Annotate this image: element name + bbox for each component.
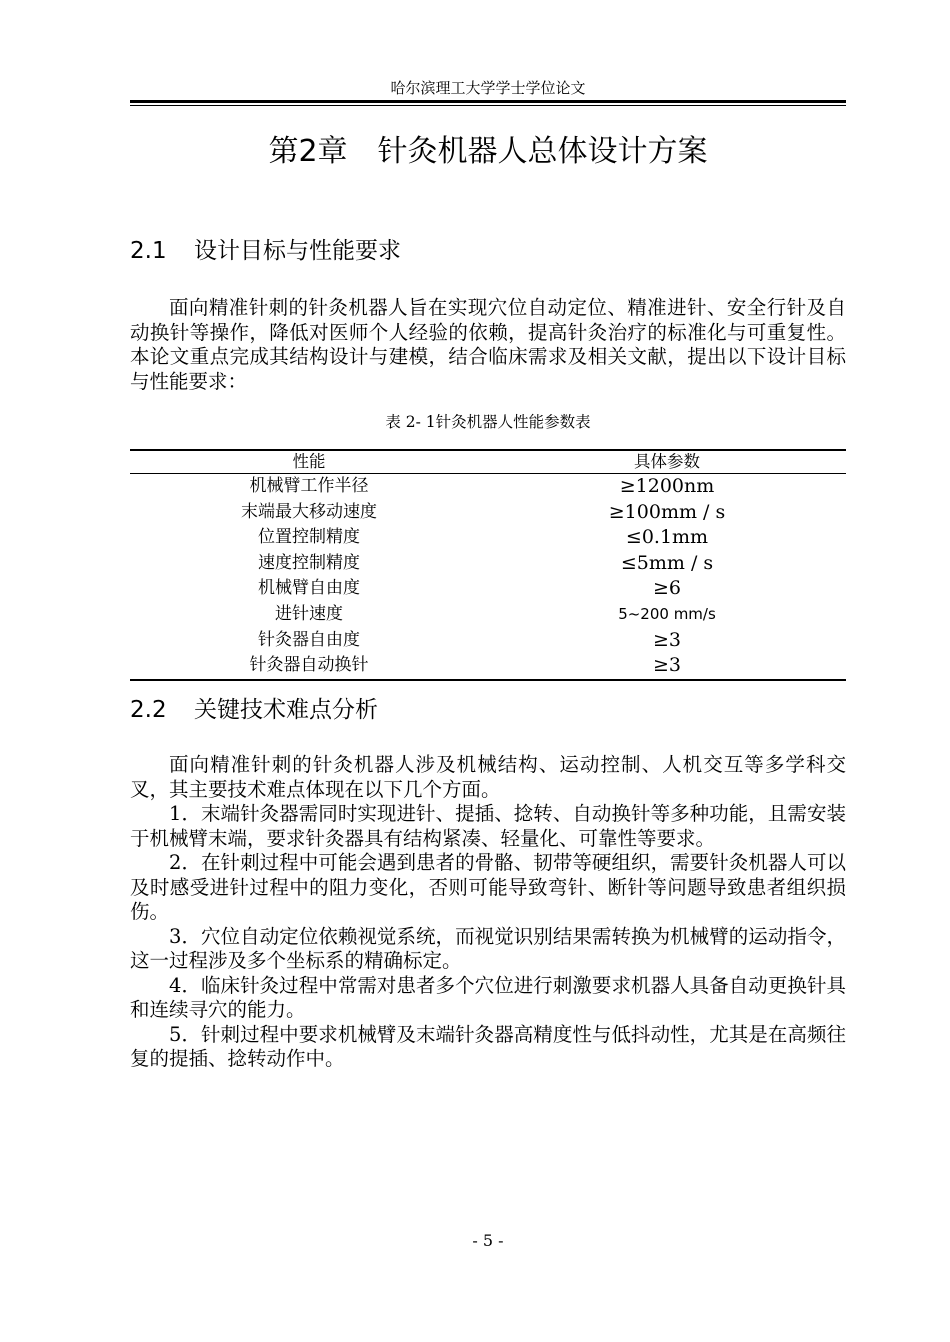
page-number: - 5 - — [472, 1231, 504, 1250]
table-row — [130, 602, 846, 628]
section-2-2-body — [130, 753, 846, 1072]
table-cell-value: ≥1200nm — [619, 475, 715, 497]
list-item-2: 2．在针刺过程中可能会遇到患者的骨骼、韧带等硬组织，需要针灸机器人可以及时感受进针过程中的阻力变化，否则可能导致弯针、断针等问题导致患者组织损伤。 — [130, 851, 846, 923]
table-cell-label: 针灸器自动换针 — [249, 655, 369, 676]
table-cell-label: 针灸器自由度 — [258, 629, 360, 650]
header-rule-thick — [130, 100, 846, 103]
table-bottom-rule — [130, 679, 846, 681]
chapter-title: 第2章 针灸机器人总体设计方案 — [268, 134, 708, 169]
paragraph: 面向精准针刺的针灸机器人旨在实现穴位自动定位、精准进针、安全行针及自动换针等操作，降低对医师个人经验的依赖，提高针灸治疗的标准化与可重复性。本论文重点完成其结构设计与建模，结合临床需求及相关文献，提出以下设计目标与性能要求： — [130, 296, 846, 393]
table-cell-value: 5~200 mm/s — [618, 604, 716, 623]
running-header: 哈尔滨理工大学学士学位论文 — [390, 79, 586, 97]
table-row — [130, 653, 846, 679]
section-heading-2-2 — [130, 693, 378, 727]
paragraph: 面向精准针刺的针灸机器人涉及机械结构、运动控制、人机交互等多学科交叉，其主要技术难点体现在以下几个方面。 — [130, 753, 846, 801]
table-cell-label: 机械臂工作半径 — [249, 476, 369, 496]
section-number: 2.2 — [130, 697, 167, 723]
table-cell-value: ≥3 — [652, 628, 681, 651]
parameter-table — [130, 449, 846, 681]
table-row — [130, 628, 846, 654]
list-item-5: 5．针刺过程中要求机械臂及末端针灸器高精度性与低抖动性，尤其是在高频往复的提插、捻转动作中。 — [130, 1022, 846, 1070]
table-caption: 表 2- 1针灸机器人性能参数表 — [385, 413, 591, 431]
table-cell-value: ≥6 — [652, 577, 681, 600]
table-cell-label: 进针速度 — [275, 603, 343, 624]
table-row — [130, 474, 846, 500]
list-item-4: 4．临床针灸过程中常需对患者多个穴位进行刺激要求机器人具备自动更换针具和连续寻穴的能力。 — [130, 973, 846, 1021]
list-item-3: 3．穴位自动定位依赖视觉系统，而视觉识别结果需转换为机械臂的运动指令，这一过程涉及多个坐标系的精确标定。 — [130, 924, 846, 972]
table-header-row — [130, 451, 846, 473]
header-rule-thin — [130, 105, 846, 106]
table-row — [130, 576, 846, 602]
table-row — [130, 551, 846, 577]
table-row — [130, 525, 846, 551]
table-cell-label: 末端最大移动速度 — [241, 501, 377, 522]
table-cell-label: 位置控制精度 — [258, 527, 360, 548]
section-number: 2.1 — [130, 238, 167, 264]
section-title: 关键技术难点分析 — [194, 697, 378, 723]
table-cell-label: 速度控制精度 — [258, 552, 360, 573]
table-cell-value: ≤0.1mm — [625, 526, 709, 549]
table-row — [130, 500, 846, 526]
section-title: 设计目标与性能要求 — [194, 238, 401, 264]
table-cell-value: ≥100mm / s — [608, 500, 726, 523]
table-cell-value: ≤5mm / s — [620, 551, 714, 574]
list-item-1: 1．末端针灸器需同时实现进针、提插、捻转、自动换针等多种功能，且需安装于机械臂末端，要求针灸器具有结构紧凑、轻量化、可靠性等要求。 — [130, 802, 846, 850]
column-header-parameter: 具体参数 — [634, 452, 700, 471]
section-2-1-body — [130, 296, 846, 394]
table-cell-label: 机械臂自由度 — [258, 578, 360, 599]
section-heading-2-1 — [130, 234, 401, 268]
column-header-performance: 性能 — [292, 452, 326, 471]
table-cell-value: ≥3 — [652, 654, 681, 677]
